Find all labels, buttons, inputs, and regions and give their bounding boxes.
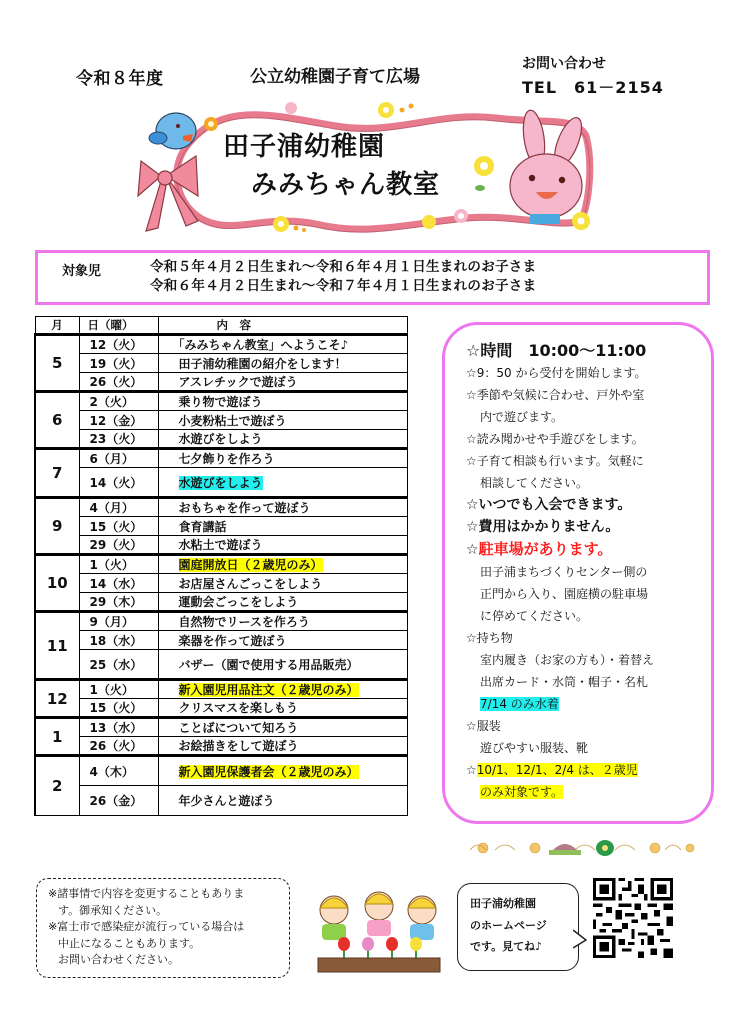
day-cell: 29（火）	[79, 536, 158, 555]
table-row	[35, 650, 408, 680]
content-cell	[158, 756, 408, 786]
tulip-icon	[338, 937, 350, 960]
day-cell: 15（火）	[79, 699, 158, 718]
info-item: 内で遊びます。	[480, 410, 564, 424]
activity-text: 乗り物で遊ぼう	[178, 395, 263, 409]
day-cell: 26（火）	[79, 373, 158, 392]
target-range-2: 令和６年４月２日生まれ～令和７年４月１日生まれのお子さま	[150, 278, 537, 294]
content-cell	[158, 468, 408, 498]
activity-text: 食育講話	[178, 519, 227, 534]
day-cell: 25（水）	[79, 650, 158, 680]
day-cell: 4（木）	[79, 756, 158, 786]
info-item: ☆9：50 から受付を開始します。	[466, 366, 647, 380]
activity-text-highlighted: 園庭開放日（２歳児のみ）	[178, 558, 323, 572]
notice-line: す。御承知ください。	[58, 903, 168, 917]
belongings-item: 室内履き（お家の方も）・着替え	[480, 653, 655, 667]
table-row	[35, 354, 408, 373]
homepage-text	[470, 893, 547, 958]
day-cell: 1（火）	[79, 555, 158, 574]
kindergarten-name: 田子浦幼稚園	[223, 132, 386, 162]
table-row	[35, 430, 408, 449]
table-row	[35, 536, 408, 555]
activity-text: 「みみちゃん教室」へようこそ♪	[172, 338, 349, 352]
age-note: ☆10/1、12/1、2/4 は、２歳児	[466, 763, 638, 777]
homepage-line: 田子浦幼稚園	[470, 897, 536, 910]
month-cell: 5	[35, 335, 79, 392]
parking-detail: 正門から入り、園庭横の駐車場	[480, 587, 649, 601]
star-icon: ☆	[466, 763, 477, 777]
day-cell: 23（火）	[79, 430, 158, 449]
content-cell	[158, 786, 408, 816]
content-cell	[158, 593, 408, 612]
program-subtitle: 公立幼稚園子育て広場	[250, 67, 420, 87]
activity-text: 七夕飾りを作ろう	[178, 452, 275, 466]
table-row	[35, 449, 408, 468]
content-cell	[158, 354, 408, 373]
day-cell: 13（水）	[79, 718, 158, 737]
day-cell: 29（木）	[79, 593, 158, 612]
parking-detail: に停めてください。	[480, 609, 589, 623]
target-range-1: 令和５年４月２日生まれ～令和６年４月１日生まれのお子さま	[150, 259, 537, 275]
notice-line: お問い合わせください。	[58, 953, 179, 966]
flower-icon	[285, 102, 297, 114]
activity-text: アスレチックで遊ぼう	[178, 375, 298, 389]
flower-icon	[378, 102, 394, 118]
star-icon: ☆	[466, 542, 479, 558]
activity-text: 小麦粉粘土で遊ぼう	[178, 413, 287, 428]
month-cell: 7	[35, 449, 79, 498]
time-heading: ☆時間 10:00～11:00	[466, 341, 647, 360]
clothing-heading: ☆服装	[466, 719, 501, 733]
target-label: 対象児	[62, 264, 102, 279]
flower-icon	[572, 212, 590, 230]
activity-text: 楽器を作って遊ぼう	[178, 633, 287, 648]
info-item: ☆子育て相談も行います。気軽に	[466, 454, 644, 468]
month-cell: 2	[35, 756, 79, 816]
content-cell	[158, 449, 408, 468]
activity-text: お店屋さんごっこをしよう	[178, 576, 323, 591]
content-cell	[158, 631, 408, 650]
table-row	[35, 498, 408, 517]
schedule-table	[34, 316, 408, 816]
day-cell: 15（火）	[79, 517, 158, 536]
parking-heading	[466, 538, 706, 561]
speech-bubble-tail	[573, 928, 587, 950]
month-cell: 10	[35, 555, 79, 612]
table-row	[35, 574, 408, 593]
activity-text-highlighted: 新入園児保護者会（２歳児のみ）	[178, 764, 359, 779]
flower-icon	[422, 215, 436, 229]
info-content	[466, 340, 706, 803]
table-row	[35, 555, 408, 574]
activity-text: 年少さんと遊ぼう	[178, 794, 275, 808]
parking-available: 駐車場があります。	[478, 540, 613, 558]
parking-detail: 田子浦まちづくりセンター側の	[480, 565, 648, 579]
day-cell: 14（火）	[79, 468, 158, 498]
activity-text: お絵描きをして遊ぼう	[178, 739, 299, 753]
child-icon	[408, 896, 436, 940]
bow-icon	[138, 156, 198, 231]
month-cell: 6	[35, 392, 79, 449]
tulip-icon	[386, 937, 398, 960]
day-cell: 12（火）	[79, 335, 158, 354]
content-cell	[158, 536, 408, 555]
table-row	[35, 468, 408, 498]
free-of-charge: ☆費用はかかりません。	[466, 519, 620, 535]
day-cell: 4（月）	[79, 498, 158, 517]
flower-icon	[454, 209, 468, 223]
activity-text-highlighted: 水遊びをしよう	[178, 475, 263, 490]
day-cell: 19（火）	[79, 354, 158, 373]
table-row	[35, 373, 408, 392]
clothing-item: 遊びやすい服装、靴	[480, 741, 589, 755]
content-cell	[158, 392, 408, 411]
flower-icon	[273, 216, 289, 232]
content-cell	[158, 411, 408, 430]
content-cell	[158, 373, 408, 392]
month-cell: 1	[35, 718, 79, 756]
contact-info	[522, 52, 664, 100]
flower-icon	[204, 117, 218, 131]
content-cell	[158, 680, 408, 699]
table-row	[35, 680, 408, 699]
table-row	[35, 631, 408, 650]
activity-text-highlighted: 新入園児用品注文（２歳児のみ）	[178, 683, 359, 697]
decorative-border-strip	[465, 838, 695, 858]
content-cell	[158, 574, 408, 593]
children-with-tulips-illustration	[312, 880, 446, 980]
homepage-line: です。見てね♪	[470, 940, 543, 953]
content-cell	[158, 335, 408, 354]
table-header-row	[35, 317, 408, 335]
notice-text	[48, 886, 244, 969]
content-cell	[158, 612, 408, 631]
content-cell	[158, 650, 408, 680]
swimsuit-note: 7/14 のみ水着	[480, 697, 559, 711]
table-row	[35, 718, 408, 737]
activity-text: クリスマスを楽しもう	[178, 701, 299, 715]
month-cell: 12	[35, 680, 79, 718]
content-cell	[158, 737, 408, 756]
contact-label: お問い合わせ	[522, 56, 606, 72]
table-row	[35, 517, 408, 536]
notice-line: ※富士市で感染症が流行っている場合は	[48, 920, 245, 933]
table-row	[35, 756, 408, 786]
bunny-icon	[510, 109, 587, 224]
column-header-content: 内 容	[158, 317, 408, 335]
content-cell	[158, 517, 408, 536]
contact-tel: TEL 61－2154	[522, 78, 664, 97]
activity-text: ことばについて知ろう	[178, 721, 299, 735]
age-note-cont: のみ対象です。	[480, 785, 564, 799]
day-cell: 9（月）	[79, 612, 158, 631]
day-cell: 1（火）	[79, 680, 158, 699]
table-row	[35, 335, 408, 354]
column-header-day: 日（曜）	[79, 317, 158, 335]
day-cell: 6（月）	[79, 449, 158, 468]
month-cell: 9	[35, 498, 79, 555]
belongings-heading: ☆持ち物	[466, 631, 513, 645]
info-item: 相談してください。	[480, 476, 589, 490]
day-cell: 14（水）	[79, 574, 158, 593]
homepage-qr-code[interactable]	[593, 877, 673, 959]
day-cell: 26（火）	[79, 737, 158, 756]
content-cell	[158, 498, 408, 517]
day-cell: 26（金）	[79, 786, 158, 816]
content-cell	[158, 555, 408, 574]
flower-icon	[474, 156, 494, 176]
activity-text: バザー（園で使用する用品販売）	[178, 657, 359, 672]
column-header-month: 月	[35, 317, 79, 335]
table-row	[35, 593, 408, 612]
child-icon	[320, 896, 348, 940]
activity-text: おもちゃを作って遊ぼう	[178, 501, 311, 515]
content-cell	[158, 699, 408, 718]
table-row	[35, 786, 408, 816]
activity-text: 田子浦幼稚園の紹介をします！	[178, 356, 347, 371]
fiscal-year: 令和８年度	[76, 69, 164, 89]
activity-text: 水粘土で遊ぼう	[178, 538, 263, 552]
tulip-icon	[362, 937, 374, 960]
day-cell: 18（水）	[79, 631, 158, 650]
notice-line: 中止になることもあります。	[58, 936, 201, 950]
table-row	[35, 699, 408, 718]
table-row	[35, 392, 408, 411]
homepage-line: のホームページ	[470, 918, 547, 932]
info-item: ☆季節や気候に合わせ、戸外や室	[466, 388, 645, 402]
tulip-icon	[410, 937, 422, 960]
join-anytime: ☆いつでも入会できます。	[466, 497, 632, 513]
belongings-item: 出席カード・水筒・帽子・名札	[480, 675, 649, 689]
notice-line: ※諸事情で内容を変更することもありま	[48, 887, 245, 900]
classroom-title	[223, 128, 440, 204]
activity-text: 運動会ごっこをしよう	[178, 595, 299, 609]
day-cell: 2（火）	[79, 392, 158, 411]
month-cell: 11	[35, 612, 79, 680]
table-row	[35, 737, 408, 756]
target-birthdate-ranges	[150, 258, 536, 296]
info-item: ☆読み聞かせや手遊びをします。	[466, 432, 644, 446]
class-name: みみちゃん教室	[251, 170, 441, 200]
bird-icon	[149, 113, 196, 149]
activity-text: 自然物でリースを作ろう	[178, 615, 310, 629]
child-icon	[365, 892, 393, 936]
table-row	[35, 411, 408, 430]
activity-text: 水遊びをしよう	[178, 432, 263, 446]
table-row	[35, 612, 408, 631]
day-cell: 12（金）	[79, 411, 158, 430]
content-cell	[158, 430, 408, 449]
content-cell	[158, 718, 408, 737]
